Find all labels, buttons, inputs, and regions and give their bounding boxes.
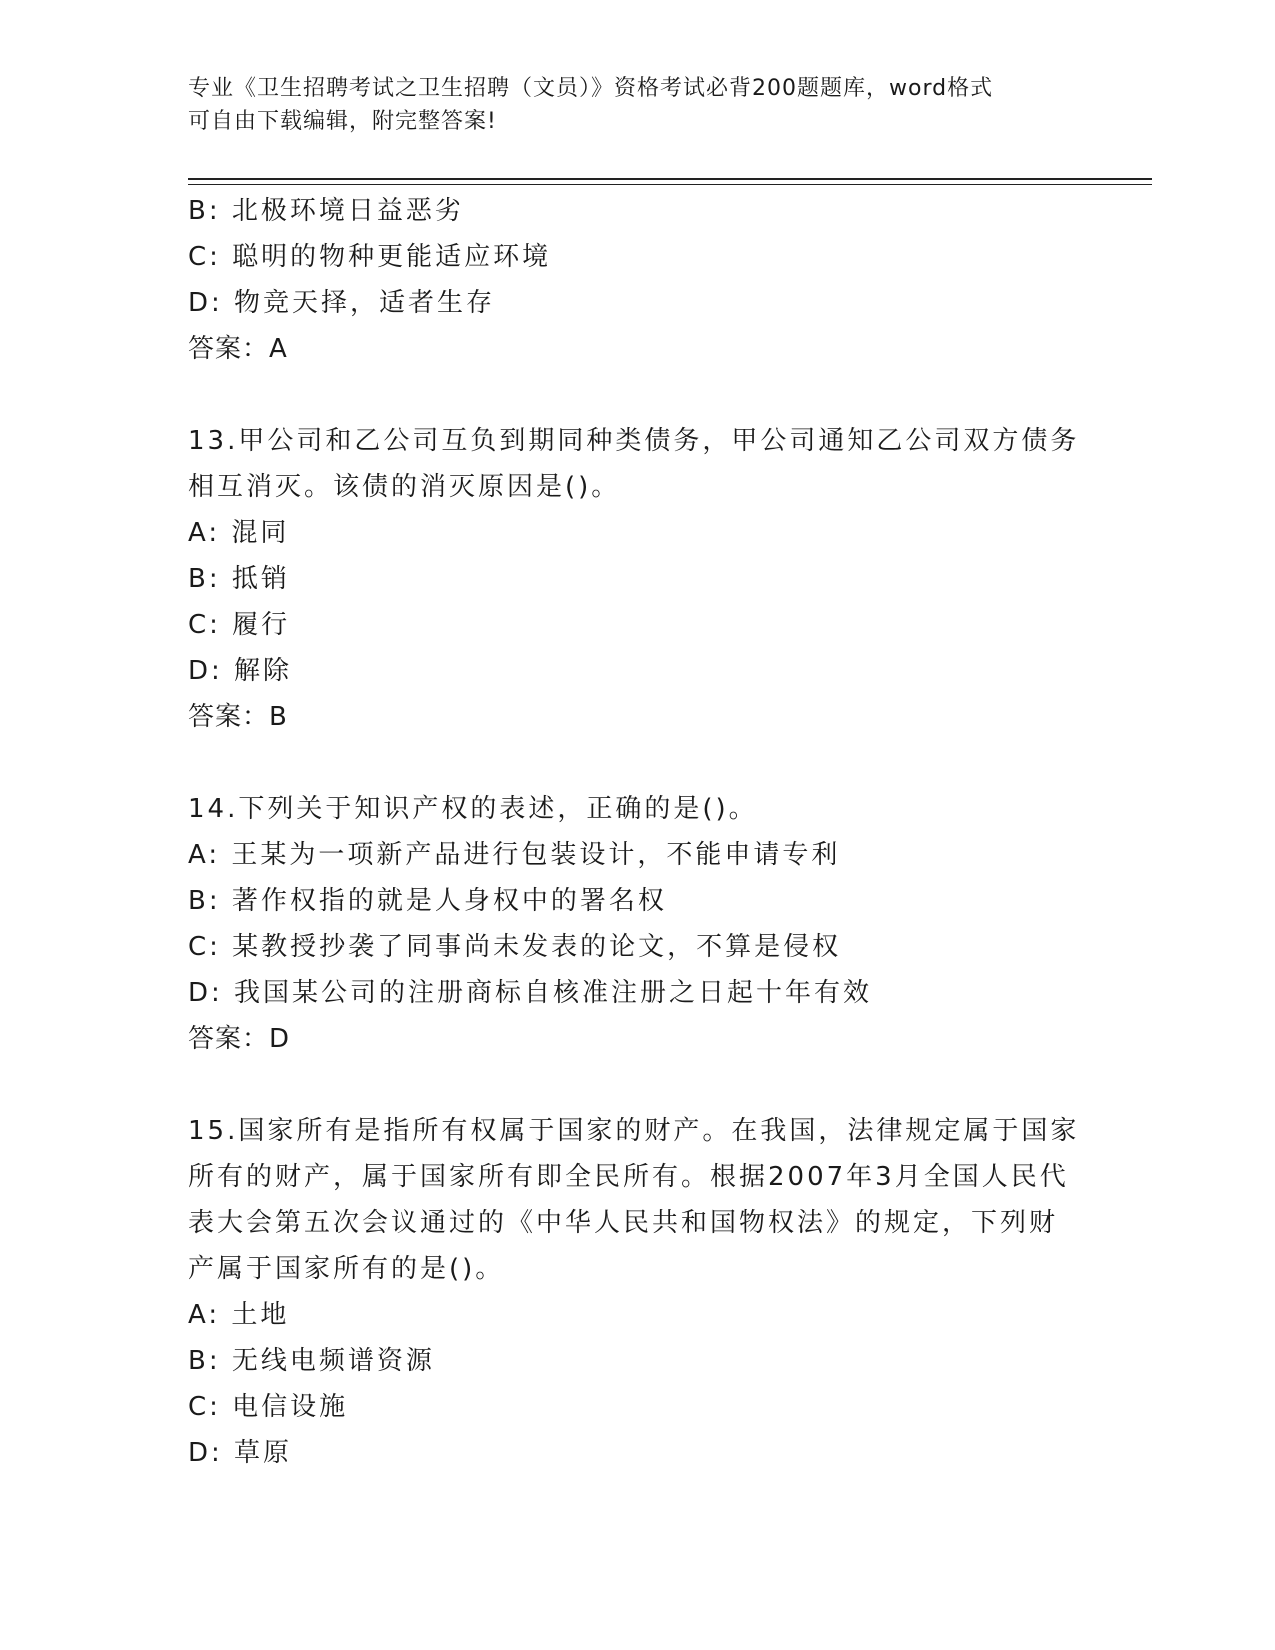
option-c: C: 聪明的物种更能适应环境 — [188, 242, 552, 272]
question-text-line: 表大会第五次会议通过的《中华人民共和国物权法》的规定，下列财 — [188, 1208, 1059, 1238]
question-text-line: 14.下列关于知识产权的表述，正确的是()。 — [188, 794, 758, 824]
header-line-1: 专业《卫生招聘考试之卫生招聘（文员）》资格考试必背200题题库，word格式 — [188, 76, 994, 101]
option-b: B: 无线电频谱资源 — [188, 1346, 435, 1376]
question-text-line: 产属于国家所有的是()。 — [188, 1254, 505, 1284]
option-b: B: 著作权指的就是人身权中的署名权 — [188, 886, 667, 916]
answer-line: 答案：D — [188, 1024, 291, 1054]
question-content — [188, 188, 1088, 1476]
prev-question — [188, 188, 1088, 372]
question-text-line: 所有的财产，属于国家所有即全民所有。根据2007年3月全国人民代 — [188, 1162, 1069, 1192]
option-a: A: 土地 — [188, 1300, 290, 1330]
spacer — [188, 1062, 1088, 1108]
option-c: C: 电信设施 — [188, 1392, 349, 1422]
question-text-line: 15.国家所有是指所有权属于国家的财产。在我国，法律规定属于国家 — [188, 1116, 1080, 1146]
option-d: D: 草原 — [188, 1438, 293, 1468]
question-text-line: 13.甲公司和乙公司互负到期同种类债务，甲公司通知乙公司双方债务 — [188, 426, 1080, 456]
option-a: A: 王某为一项新产品进行包装设计，不能申请专利 — [188, 840, 841, 870]
header-divider-thin — [188, 184, 1152, 185]
header-line-2: 可自由下载编辑，附完整答案! — [188, 109, 497, 134]
question-15 — [188, 1108, 1088, 1476]
option-a: A: 混同 — [188, 518, 290, 548]
answer-line: 答案：B — [188, 702, 288, 732]
option-c: C: 履行 — [188, 610, 291, 640]
option-d: D: 物竞天择，适者生存 — [188, 288, 496, 318]
option-b: B: 北极环境日益恶劣 — [188, 196, 464, 226]
spacer — [188, 740, 1088, 786]
header-divider-thick — [188, 178, 1152, 180]
document-header — [188, 72, 1088, 138]
spacer — [188, 372, 1088, 418]
option-d: D: 解除 — [188, 656, 293, 686]
option-b: B: 抵销 — [188, 564, 290, 594]
question-13 — [188, 418, 1088, 740]
option-c: C: 某教授抄袭了同事尚未发表的论文，不算是侵权 — [188, 932, 842, 962]
answer-line: 答案：A — [188, 334, 288, 364]
question-text-line: 相互消灭。该债的消灭原因是()。 — [188, 472, 621, 502]
option-d: D: 我国某公司的注册商标自核准注册之日起十年有效 — [188, 978, 873, 1008]
question-14 — [188, 786, 1088, 1062]
